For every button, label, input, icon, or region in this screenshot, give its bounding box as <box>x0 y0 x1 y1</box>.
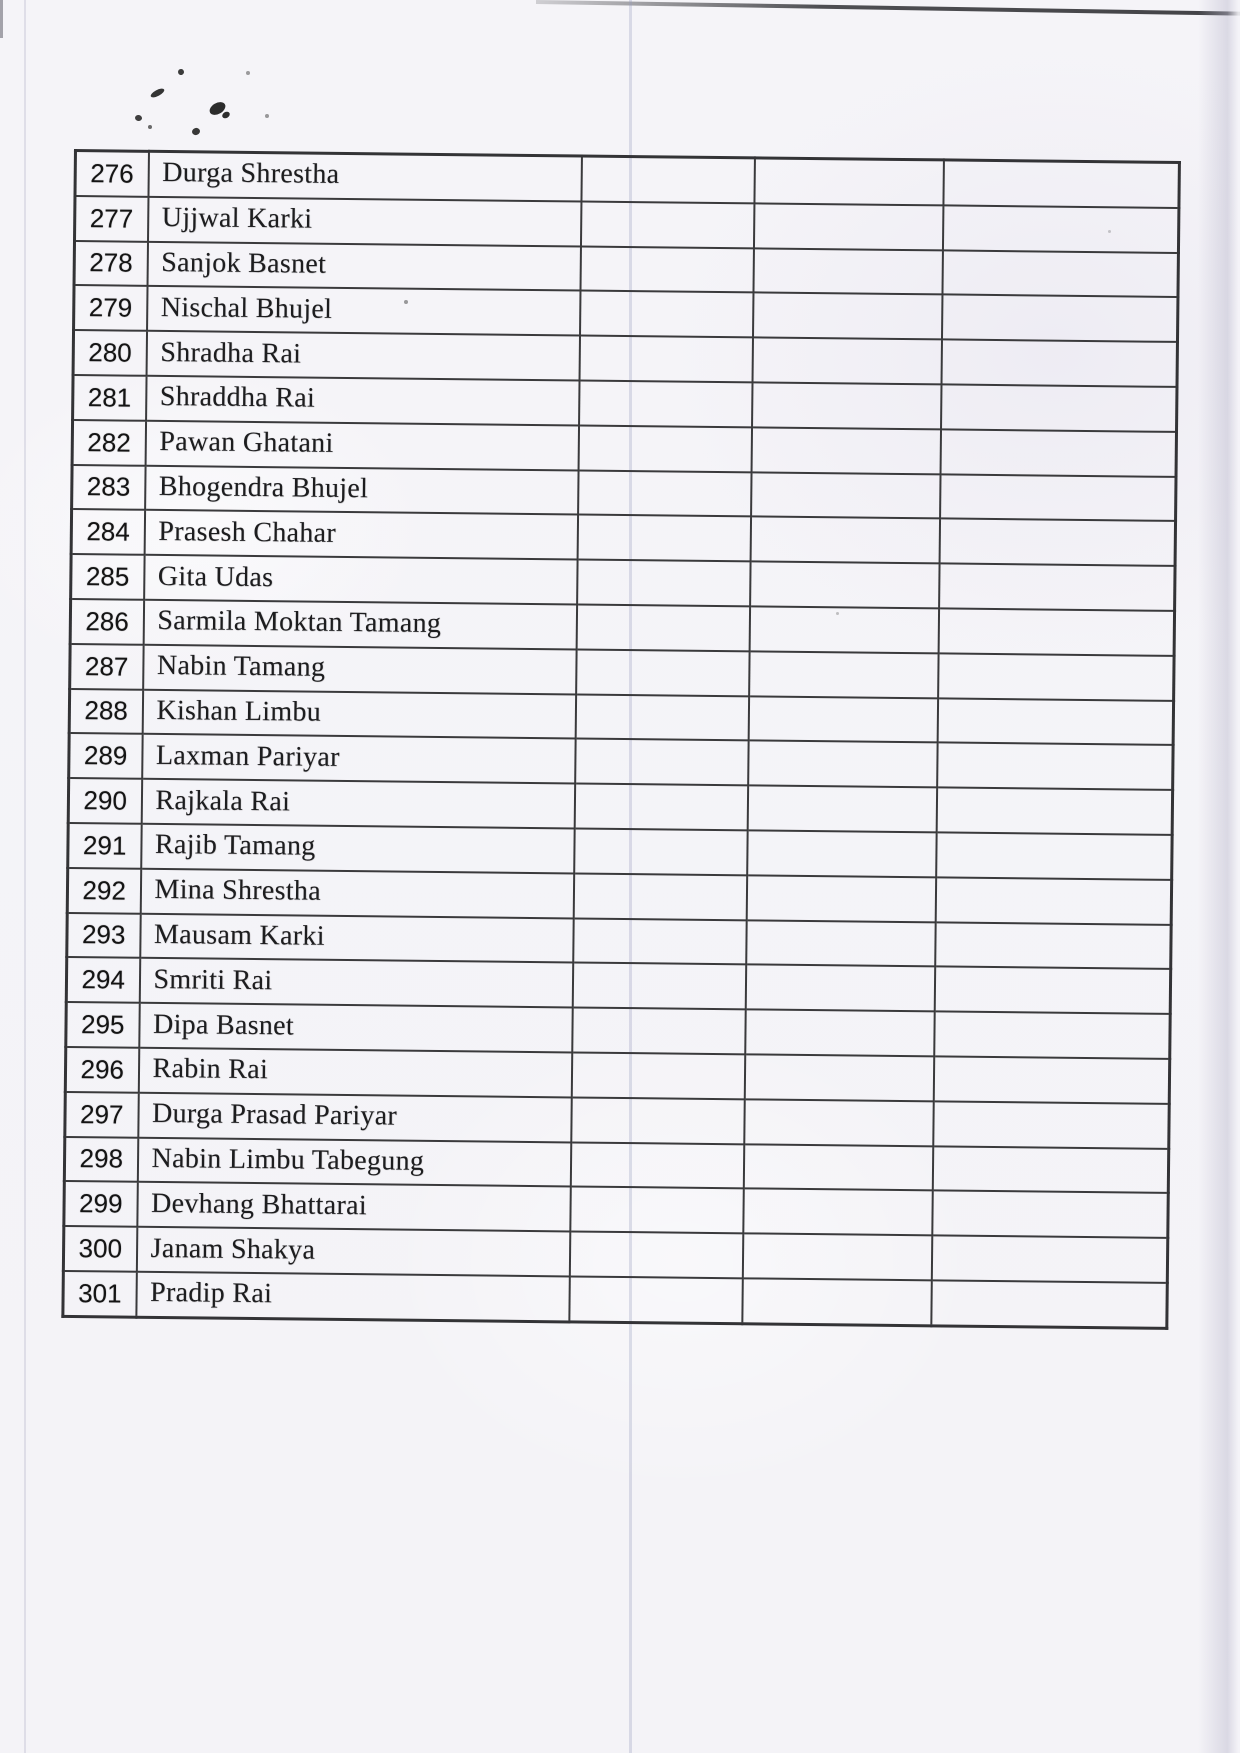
student-name: Durga Prasad Pariyar <box>138 1092 571 1141</box>
empty-cell <box>575 694 748 741</box>
ink-mark <box>149 87 165 99</box>
empty-cell <box>753 248 942 295</box>
ink-mark <box>221 110 231 119</box>
empty-cell <box>569 1232 742 1279</box>
row-number: 298 <box>64 1136 137 1182</box>
row-number: 283 <box>72 465 145 511</box>
empty-cell <box>939 564 1175 611</box>
empty-cell <box>743 1189 932 1236</box>
row-number: 279 <box>74 285 147 331</box>
empty-cell <box>934 1011 1170 1058</box>
row-number: 282 <box>72 420 145 466</box>
student-name: Sanjok Basnet <box>147 241 580 290</box>
empty-cell <box>936 788 1172 835</box>
student-name: Durga Shrestha <box>148 151 581 201</box>
empty-cell <box>751 427 940 474</box>
student-name: Kishan Limbu <box>142 689 575 738</box>
empty-cell <box>937 743 1173 790</box>
empty-cell <box>581 156 754 203</box>
empty-cell <box>580 201 753 248</box>
empty-cell <box>746 920 935 967</box>
empty-cell <box>943 160 1179 208</box>
empty-cell <box>938 608 1174 655</box>
ink-mark <box>135 114 143 121</box>
student-name: Prasesh Chahar <box>144 510 577 559</box>
row-number: 286 <box>70 599 143 645</box>
empty-cell <box>941 295 1177 342</box>
scan-streak-left <box>24 0 26 1753</box>
empty-cell <box>938 653 1174 700</box>
empty-cell <box>569 1276 742 1323</box>
student-name: Rajkala Rai <box>141 779 574 828</box>
empty-cell <box>750 517 939 564</box>
empty-cell <box>576 649 749 696</box>
roster-table <box>61 149 1181 1330</box>
empty-cell <box>940 429 1176 476</box>
empty-cell <box>576 604 749 651</box>
student-name: Mina Shrestha <box>140 869 573 918</box>
row-number: 290 <box>68 778 141 824</box>
empty-cell <box>573 918 746 965</box>
empty-cell <box>580 291 753 338</box>
student-name: Shradha Rai <box>146 331 579 380</box>
empty-cell <box>572 1008 745 1055</box>
row-number: 289 <box>69 733 142 779</box>
empty-cell <box>939 519 1175 566</box>
empty-cell <box>935 922 1171 969</box>
row-number: 281 <box>73 375 146 421</box>
student-name: Rajib Tamang <box>141 824 574 873</box>
empty-cell <box>577 515 750 562</box>
row-number: 277 <box>75 196 148 242</box>
student-name: Nabin Limbu Tabegung <box>137 1137 570 1186</box>
empty-cell <box>931 1235 1167 1282</box>
scanner-top-edge-line <box>536 0 1240 16</box>
student-name: Janam Shakya <box>136 1227 569 1276</box>
empty-cell <box>749 606 938 653</box>
empty-cell <box>742 1278 931 1325</box>
empty-cell <box>752 382 941 429</box>
page-right-edge-shading <box>1198 0 1240 1753</box>
empty-cell <box>935 877 1171 924</box>
student-name: Pradip Rai <box>136 1272 569 1322</box>
empty-cell <box>747 785 936 832</box>
empty-cell <box>753 203 942 250</box>
empty-cell <box>571 1097 744 1144</box>
empty-cell <box>937 698 1173 745</box>
empty-cell <box>932 1146 1168 1193</box>
empty-cell <box>933 1056 1169 1103</box>
empty-cell <box>570 1142 743 1189</box>
empty-cell <box>751 472 940 519</box>
student-name: Smriti Rai <box>139 958 572 1007</box>
row-number: 293 <box>67 913 140 959</box>
student-name: Nabin Tamang <box>143 645 576 694</box>
row-number: 299 <box>64 1181 137 1227</box>
empty-cell <box>936 832 1172 879</box>
student-name: Nischal Bhujel <box>147 286 580 335</box>
student-name: Devhang Bhattarai <box>137 1182 570 1231</box>
empty-cell <box>577 560 750 607</box>
empty-cell <box>579 336 752 383</box>
empty-cell <box>575 739 748 786</box>
empty-cell <box>931 1280 1167 1328</box>
row-number: 285 <box>71 554 144 600</box>
empty-cell <box>745 1009 934 1056</box>
empty-cell <box>571 1052 744 1099</box>
empty-cell <box>744 1099 933 1146</box>
empty-cell <box>742 1233 931 1280</box>
empty-cell <box>941 340 1177 387</box>
student-name: Rabin Rai <box>138 1048 571 1097</box>
empty-cell <box>744 1054 933 1101</box>
empty-cell <box>579 380 752 427</box>
student-name: Sarmila Moktan Tamang <box>143 600 576 649</box>
empty-cell <box>746 875 935 922</box>
empty-cell <box>940 474 1176 521</box>
row-number: 300 <box>63 1226 136 1272</box>
row-number: 292 <box>67 868 140 914</box>
empty-cell <box>748 696 937 743</box>
student-name: Gita Udas <box>144 555 577 604</box>
student-name: Pawan Ghatani <box>145 421 578 470</box>
student-name: Dipa Basnet <box>139 1003 572 1052</box>
student-name: Bhogendra Bhujel <box>145 465 578 514</box>
row-number: 294 <box>66 957 139 1003</box>
row-number: 276 <box>75 151 148 197</box>
ink-mark <box>148 125 152 129</box>
student-name: Ujjwal Karki <box>148 197 581 246</box>
empty-cell <box>749 651 938 698</box>
ink-mark <box>246 71 250 75</box>
ink-mark <box>191 127 201 136</box>
empty-cell <box>580 246 753 293</box>
ink-mark <box>177 68 185 76</box>
empty-cell <box>578 470 751 517</box>
student-name: Laxman Pariyar <box>142 734 575 783</box>
empty-cell <box>933 1101 1169 1148</box>
empty-cell <box>934 967 1170 1014</box>
row-number: 288 <box>69 689 142 735</box>
empty-cell <box>752 293 941 340</box>
student-name: Mausam Karki <box>140 913 573 962</box>
row-number: 297 <box>65 1092 138 1138</box>
row-number: 291 <box>68 823 141 869</box>
empty-cell <box>750 562 939 609</box>
empty-cell <box>572 963 745 1010</box>
empty-cell <box>574 828 747 875</box>
empty-cell <box>743 1144 932 1191</box>
empty-cell <box>573 873 746 920</box>
ink-mark <box>265 114 269 118</box>
empty-cell <box>748 741 937 788</box>
roster-body <box>63 151 1180 1329</box>
empty-cell <box>942 205 1178 252</box>
empty-cell <box>941 384 1177 431</box>
empty-cell <box>932 1191 1168 1238</box>
empty-cell <box>942 250 1178 297</box>
row-number: 301 <box>63 1271 136 1317</box>
empty-cell <box>745 965 934 1012</box>
row-number: 278 <box>74 241 147 287</box>
row-number: 295 <box>66 1002 139 1048</box>
row-number: 287 <box>70 644 143 690</box>
row-number: 296 <box>65 1047 138 1093</box>
empty-cell <box>752 338 941 385</box>
empty-cell <box>747 830 936 877</box>
empty-cell <box>754 158 943 205</box>
student-name: Shraddha Rai <box>146 376 579 425</box>
empty-cell <box>578 425 751 472</box>
scanner-left-edge-sliver <box>0 0 3 38</box>
empty-cell <box>574 784 747 831</box>
empty-cell <box>570 1187 743 1234</box>
row-number: 284 <box>71 509 144 555</box>
row-number: 280 <box>73 330 146 376</box>
